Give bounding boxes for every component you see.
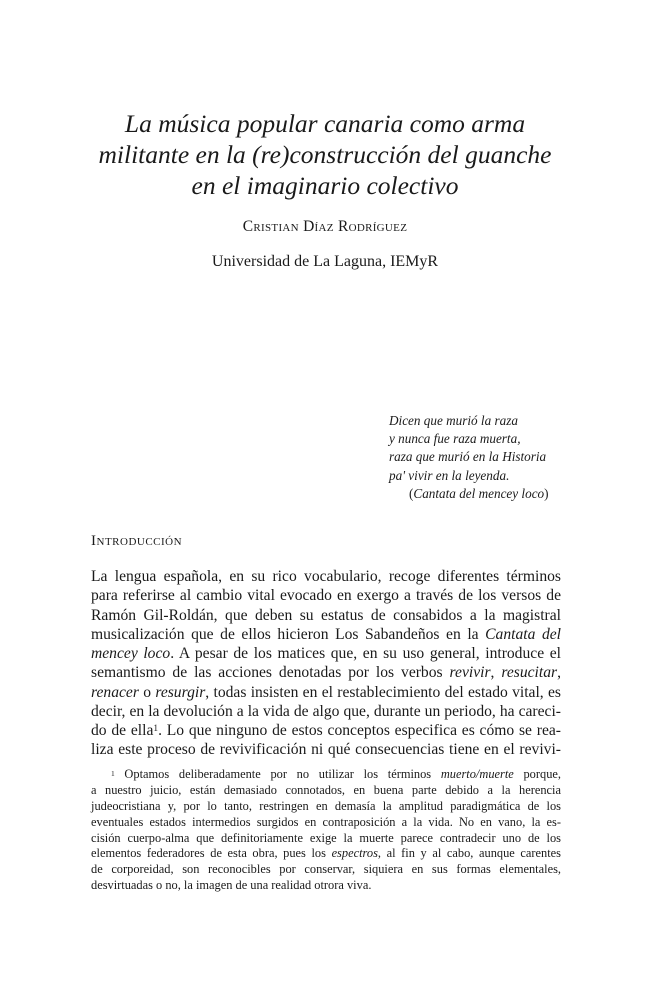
paragraph-line (91, 683, 561, 702)
footnote-line: cisión cuerpo-alma que definitoriamente exige la muerte parece contradecir uno de los (91, 830, 561, 845)
text-run: do de ella (91, 722, 154, 739)
paragraph-line: para referirse al cambio vital evocado en exergo a través de los versos de (91, 587, 561, 605)
citation-close: ) (544, 485, 549, 501)
epigraph-citation (389, 485, 549, 503)
footnote-line (91, 767, 561, 783)
paragraph-line: liza este proceso de revivificación ni qué consecuencias tiene en el revivi- (91, 741, 561, 759)
epigraph-line: raza que murió en la Historia (389, 449, 547, 465)
italic-run: revivir (449, 664, 491, 682)
chapter-title (60, 108, 590, 201)
paragraph-line (91, 644, 561, 663)
paragraph-line (91, 663, 561, 682)
italic-run: renacer (91, 683, 139, 701)
text-run: musicalización que de ellos hicieron Los Sabandeños en la (91, 625, 486, 643)
text-run: elementos federadores de esta obra, pues los (91, 846, 332, 861)
epigraph-line: Dicen que murió la raza (389, 413, 518, 428)
footnote-line: de corporeidad, son reconocibles por conservar, siquiera en sus formas elementales, (91, 862, 561, 877)
paragraph-line: decir, en la devolución a la vida de algo que, durante un periodo, ha careci- (91, 702, 561, 720)
text-run: . A pesar de los matices que, en su uso general, introduce el (170, 645, 561, 662)
text-run: , (557, 664, 561, 682)
footnote-line (91, 846, 561, 862)
text-run: . Lo que ninguno de estos conceptos especifica es cómo se rea- (158, 722, 561, 739)
footnote-line: judeocristiana y, por lo tanto, restringen en demasía la amplitud paradigmática de los (91, 798, 561, 813)
footnote-line: a nuestro juicio, están demasiado connotados, en buena parte debido a la herencia (91, 782, 561, 797)
citation-open: ( (409, 485, 414, 501)
text-run: Optamos deliberadamente por no utilizar los términos (114, 767, 441, 781)
footnote-line: eventuales estados intermedios surgidos en contraposición a la vida. No en vano, la es- (91, 814, 561, 829)
italic-run: Cantata del (485, 625, 561, 643)
footnote-ref[interactable]: 1 (153, 724, 159, 735)
text-run: , al fin y al cabo, aunque carentes (377, 846, 561, 861)
footnote (91, 767, 561, 894)
paragraph-line: Ramón Gil-Roldán, que deben su estatus de consabidos a la magistral (91, 606, 561, 624)
footnote-line: desvirtuadas o no, la imagen de una realidad otrora viva. (91, 878, 372, 893)
text-run: porque, (513, 767, 561, 781)
section-heading: Introducción (91, 533, 183, 549)
italic-run: muerto/muerte (440, 767, 514, 781)
paragraph-line (91, 625, 561, 644)
epigraph-line: y nunca fue raza muerta, (389, 431, 521, 447)
author-affiliation: Universidad de La Laguna, IEMyR (211, 253, 439, 270)
text-run: semantismo de las acciones denotadas por los verbos (91, 664, 450, 682)
italic-run: mencey loco (91, 645, 171, 662)
italic-run: resurgir (155, 683, 206, 701)
text-run: , (490, 664, 502, 682)
paragraph-line (91, 721, 561, 740)
italic-run: espectros (331, 846, 378, 861)
italic-run: resucitar (501, 664, 558, 682)
author-name: Cristian Díaz Rodríguez (242, 218, 408, 235)
paragraph-line: La lengua española, en su rico vocabulario, recoge diferentes términos (91, 568, 561, 585)
text-run: , todas insisten en el restablecimiento del estado vital, es (205, 683, 562, 701)
title-line: en el imaginario colectivo (191, 171, 459, 200)
epigraph (389, 412, 549, 503)
text-run: o (138, 683, 156, 701)
title-line: La música popular canaria como arma (124, 109, 526, 138)
title-line: militante en la (re)construcción del guanche (98, 140, 552, 169)
body-paragraph (91, 567, 561, 760)
epigraph-line: pa' vivir en la leyenda. (389, 467, 510, 483)
citation-title: Cantata del mencey loco (413, 485, 545, 501)
footnote-number: 1 (111, 769, 115, 779)
